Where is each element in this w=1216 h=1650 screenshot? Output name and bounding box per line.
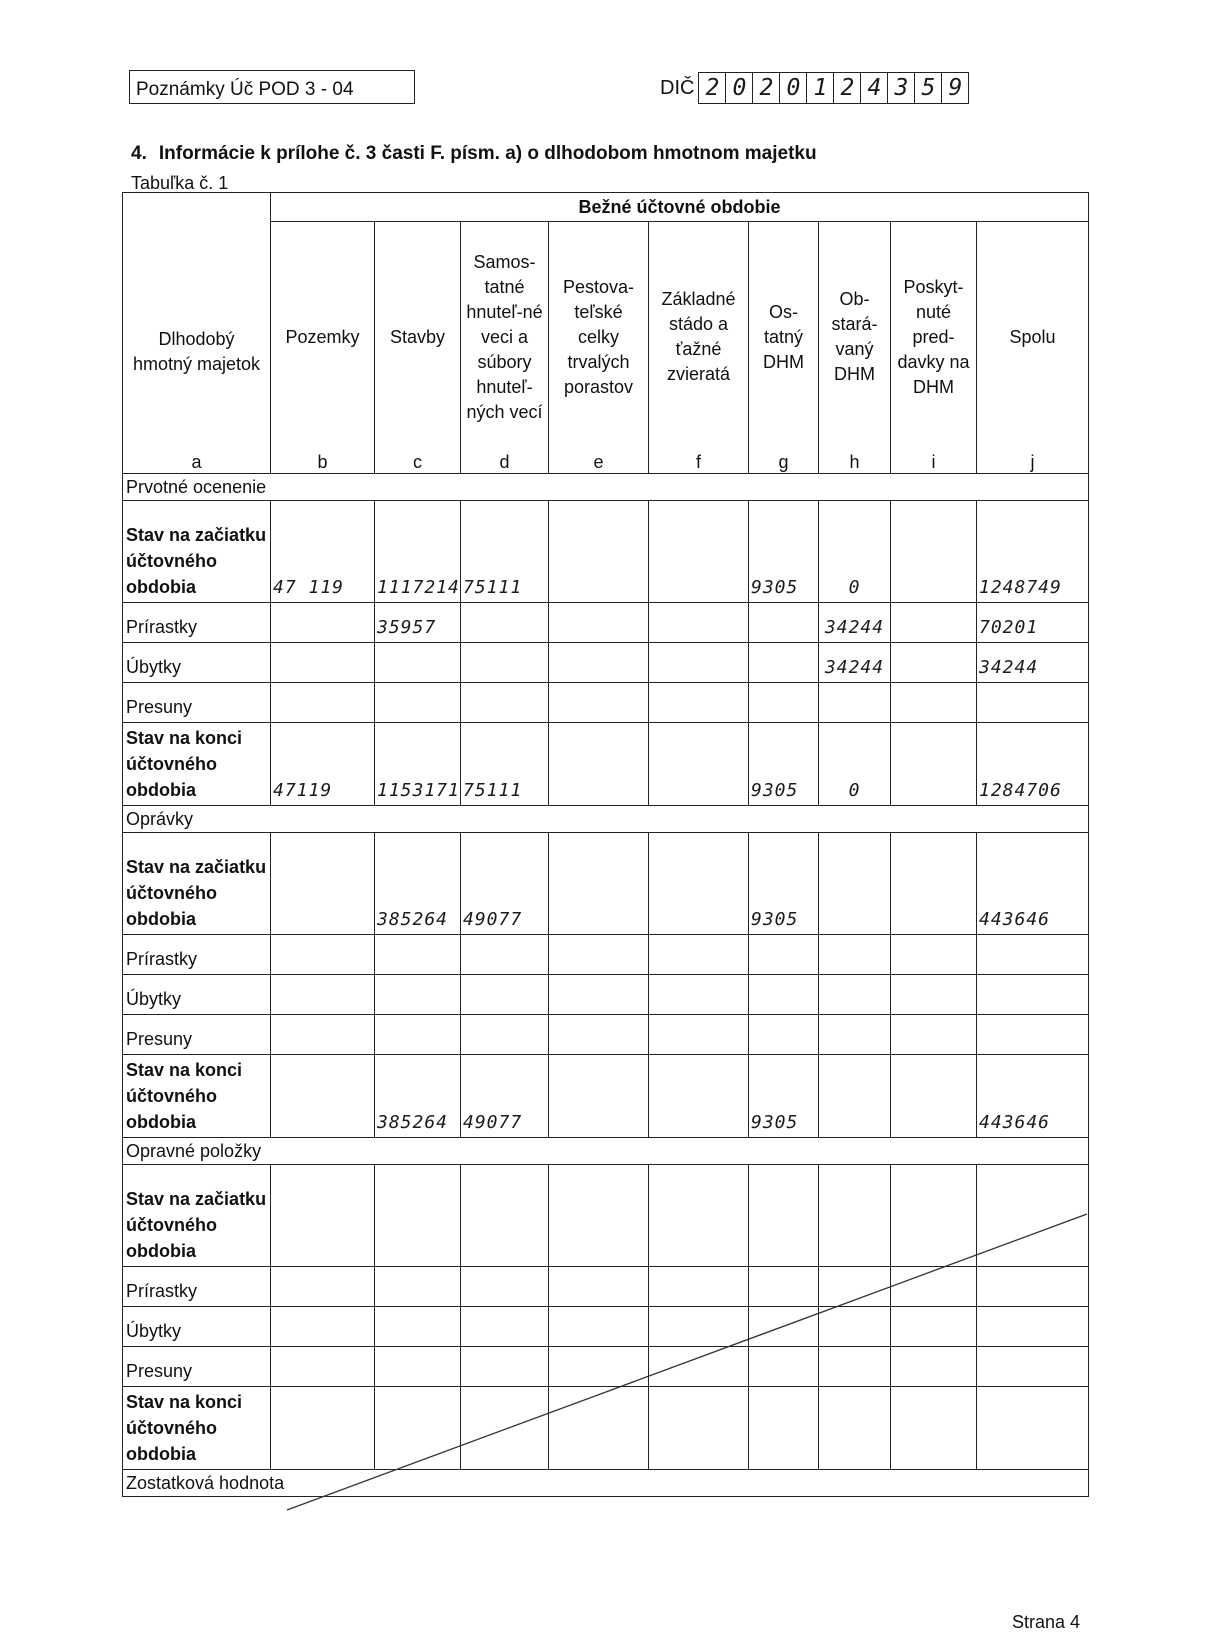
- column-label-e: Pestova-teľské celky trvalých porastov: [562, 276, 635, 397]
- table-row: [123, 501, 1089, 603]
- row-label: Prírastky: [123, 935, 271, 975]
- page-number: Strana 4: [1012, 1612, 1081, 1632]
- value-cell-h: [819, 1347, 891, 1387]
- value-cell-h: [819, 935, 891, 975]
- value-cell-f: [649, 833, 749, 935]
- column-header-b: [271, 222, 375, 474]
- column-header-h: [819, 222, 891, 474]
- value-cell-b: [271, 1347, 375, 1387]
- column-letter-i: i: [931, 452, 936, 472]
- row-label: Stav na konci účtovného obdobia: [123, 723, 271, 806]
- value-cell-i: [891, 833, 977, 935]
- value-cell-c: [375, 975, 461, 1015]
- column-header-d: [461, 222, 549, 474]
- value-cell-b: [271, 603, 375, 643]
- value-cell-e: [549, 935, 649, 975]
- value-cell-b: [271, 1015, 375, 1055]
- value-cell-b: [271, 935, 375, 975]
- row-label: Úbytky: [123, 643, 271, 683]
- value-cell-j: [977, 1015, 1089, 1055]
- dic-digit: 0: [780, 73, 807, 103]
- value-cell-g: [749, 1165, 819, 1267]
- column-label-g: Os-tatný DHM: [763, 301, 804, 372]
- value-cell-c: [375, 643, 461, 683]
- value-cell-g: 9305: [749, 1055, 819, 1138]
- value-cell-j: 34244: [977, 643, 1089, 683]
- column-letter-e: e: [593, 452, 604, 472]
- value-cell-c: 1117214: [375, 501, 461, 603]
- value-cell-g: [749, 603, 819, 643]
- value-cell-j: 443646: [977, 833, 1089, 935]
- table-row: [123, 975, 1089, 1015]
- value-cell-b: 47119: [271, 723, 375, 806]
- value-cell-c: [375, 1307, 461, 1347]
- form-label: Poznámky Úč POD 3 - 04: [136, 79, 354, 100]
- dic-digit: 0: [726, 73, 753, 103]
- row-label: Presuny: [123, 1347, 271, 1387]
- value-cell-h: 0: [819, 723, 891, 806]
- value-cell-e: [549, 1347, 649, 1387]
- residual-value-row: Zostatková hodnota: [123, 1470, 1089, 1497]
- value-cell-h: [819, 1015, 891, 1055]
- column-letter-d: d: [499, 452, 510, 472]
- row-label: Presuny: [123, 1015, 271, 1055]
- row-label: Stav na konci účtovného obdobia: [123, 1055, 271, 1138]
- dic-digit: 1: [807, 73, 834, 103]
- column-letter-g: g: [778, 452, 789, 472]
- column-header-i: [891, 222, 977, 474]
- value-cell-f: [649, 683, 749, 723]
- value-cell-d: [461, 975, 549, 1015]
- value-cell-i: [891, 723, 977, 806]
- row-letter: a: [191, 452, 202, 472]
- value-cell-c: [375, 1015, 461, 1055]
- value-cell-b: [271, 643, 375, 683]
- value-cell-e: [549, 723, 649, 806]
- value-cell-f: [649, 935, 749, 975]
- table-row: [123, 1307, 1089, 1347]
- value-cell-h: [819, 1267, 891, 1307]
- value-cell-g: 9305: [749, 723, 819, 806]
- value-cell-f: [649, 1387, 749, 1470]
- value-cell-f: [649, 1015, 749, 1055]
- value-cell-i: [891, 1347, 977, 1387]
- value-cell-e: [549, 603, 649, 643]
- row-label: Prírastky: [123, 603, 271, 643]
- value-cell-c: 35957: [375, 603, 461, 643]
- column-label-d: Samos-tatné hnuteľ-né veci a súbory hnuteľ-ných vecí: [466, 251, 543, 422]
- value-cell-b: [271, 683, 375, 723]
- value-cell-g: [749, 683, 819, 723]
- table-row: [123, 1267, 1089, 1307]
- value-cell-h: [819, 1165, 891, 1267]
- table-row: [123, 1165, 1089, 1267]
- row-label: Stav na začiatku účtovného obdobia: [123, 833, 271, 935]
- row-label: Úbytky: [123, 975, 271, 1015]
- value-cell-e: [549, 683, 649, 723]
- value-cell-b: [271, 1387, 375, 1470]
- dic-digit: 4: [861, 73, 888, 103]
- value-cell-i: [891, 1267, 977, 1307]
- value-cell-e: [549, 1307, 649, 1347]
- value-cell-f: [649, 1267, 749, 1307]
- value-cell-i: [891, 975, 977, 1015]
- value-cell-i: [891, 603, 977, 643]
- table-row: [123, 935, 1089, 975]
- column-label-f: Základné stádo a ťažné zvieratá: [661, 289, 736, 384]
- column-letter-f: f: [695, 452, 701, 472]
- value-cell-i: [891, 1307, 977, 1347]
- value-cell-f: [649, 1307, 749, 1347]
- value-cell-j: [977, 683, 1089, 723]
- value-cell-i: [891, 501, 977, 603]
- value-cell-f: [649, 1165, 749, 1267]
- value-cell-i: [891, 643, 977, 683]
- value-cell-b: [271, 1307, 375, 1347]
- dic-digit: 9: [948, 75, 963, 101]
- value-cell-d: 49077: [461, 833, 549, 935]
- table-row: [123, 1347, 1089, 1387]
- section-title: Informácie k prílohe č. 3 časti F. písm. a) o dlhodobom hmotnom majetku: [158, 143, 817, 164]
- value-cell-d: [461, 1267, 549, 1307]
- value-cell-c: [375, 1165, 461, 1267]
- section-row-title: Opravné položky: [123, 1138, 1089, 1165]
- value-cell-j: 70201: [977, 603, 1089, 643]
- value-cell-j: [977, 1387, 1089, 1470]
- value-cell-b: [271, 1267, 375, 1307]
- value-cell-g: 9305: [749, 501, 819, 603]
- value-cell-b: 47 119: [271, 501, 375, 603]
- table-row: [123, 1387, 1089, 1470]
- row-header-cell: [123, 193, 271, 474]
- value-cell-h: 0: [819, 501, 891, 603]
- dic-digit: 2: [699, 73, 726, 103]
- value-cell-e: [549, 643, 649, 683]
- form-label-box: [129, 70, 415, 104]
- value-cell-j: [977, 1165, 1089, 1267]
- value-cell-j: [977, 1267, 1089, 1307]
- value-cell-g: [749, 1307, 819, 1347]
- value-cell-e: [549, 1267, 649, 1307]
- column-letter-h: h: [849, 452, 860, 472]
- value-cell-g: 9305: [749, 833, 819, 935]
- column-label-b: Pozemky: [285, 326, 360, 347]
- value-cell-f: [649, 603, 749, 643]
- section-row-title: Prvotné ocenenie: [123, 474, 1089, 501]
- value-cell-d: [461, 935, 549, 975]
- value-cell-j: [977, 1307, 1089, 1347]
- value-cell-f: [649, 1055, 749, 1138]
- value-cell-d: [461, 603, 549, 643]
- value-cell-j: 1284706: [977, 723, 1089, 806]
- value-cell-d: [461, 1165, 549, 1267]
- value-cell-j: [977, 975, 1089, 1015]
- value-cell-c: [375, 1387, 461, 1470]
- value-cell-b: [271, 1165, 375, 1267]
- value-cell-c: [375, 1267, 461, 1307]
- column-label-j: Spolu: [1009, 326, 1056, 347]
- table-row: [123, 683, 1089, 723]
- value-cell-g: [749, 1347, 819, 1387]
- table-row: [123, 603, 1089, 643]
- value-cell-f: [649, 1347, 749, 1387]
- value-cell-e: [549, 501, 649, 603]
- value-cell-h: [819, 975, 891, 1015]
- column-header-j: [977, 222, 1089, 474]
- value-cell-i: [891, 935, 977, 975]
- value-cell-d: [461, 1307, 549, 1347]
- asset-table: [122, 192, 1089, 1497]
- value-cell-d: [461, 643, 549, 683]
- value-cell-h: 34244: [819, 603, 891, 643]
- dic-label: DIČ: [660, 76, 695, 99]
- value-cell-h: [819, 1307, 891, 1347]
- row-label: Stav na začiatku účtovného obdobia: [123, 1165, 271, 1267]
- value-cell-b: [271, 1055, 375, 1138]
- column-label-i: Poskyt-nuté pred-davky na DHM: [897, 276, 970, 397]
- value-cell-c: 1153171: [375, 723, 461, 806]
- dic-digit: 5: [915, 73, 942, 103]
- table-row: [123, 643, 1089, 683]
- row-label: Stav na začiatku účtovného obdobia: [123, 501, 271, 603]
- value-cell-h: [819, 683, 891, 723]
- dic-digit: 2: [834, 73, 861, 103]
- value-cell-d: 49077: [461, 1055, 549, 1138]
- table-row: [123, 833, 1089, 935]
- column-header-f: [649, 222, 749, 474]
- value-cell-e: [549, 1055, 649, 1138]
- value-cell-d: 75111: [461, 723, 549, 806]
- column-letter-c: c: [413, 452, 422, 472]
- dic-field: [660, 70, 969, 106]
- column-header-c: [375, 222, 461, 474]
- column-header-g: [749, 222, 819, 474]
- section-row-title: Oprávky: [123, 806, 1089, 833]
- value-cell-i: [891, 1387, 977, 1470]
- value-cell-j: [977, 1347, 1089, 1387]
- value-cell-e: [549, 833, 649, 935]
- value-cell-f: [649, 975, 749, 1015]
- value-cell-d: [461, 1387, 549, 1470]
- value-cell-h: [819, 1055, 891, 1138]
- table-row: [123, 1055, 1089, 1138]
- dic-digit: 3: [888, 73, 915, 103]
- value-cell-e: [549, 1015, 649, 1055]
- value-cell-c: [375, 1347, 461, 1387]
- column-letter-j: j: [1030, 452, 1035, 472]
- value-cell-c: 385264: [375, 833, 461, 935]
- value-cell-i: [891, 1015, 977, 1055]
- value-cell-d: [461, 683, 549, 723]
- value-cell-j: 1248749: [977, 501, 1089, 603]
- section-heading: [131, 143, 817, 165]
- row-header-label: Dlhodobý hmotný majetok: [132, 329, 261, 374]
- value-cell-g: [749, 643, 819, 683]
- dic-digit: 2: [753, 73, 780, 103]
- column-label-c: Stavby: [389, 326, 446, 347]
- value-cell-f: [649, 643, 749, 683]
- table-row: [123, 1015, 1089, 1055]
- value-cell-i: [891, 1165, 977, 1267]
- value-cell-g: [749, 1015, 819, 1055]
- value-cell-c: [375, 683, 461, 723]
- section-number: 4.: [131, 143, 147, 164]
- row-label: Presuny: [123, 683, 271, 723]
- value-cell-i: [891, 683, 977, 723]
- row-label: Prírastky: [123, 1267, 271, 1307]
- period-header: Bežné účtovné obdobie: [271, 193, 1089, 222]
- value-cell-g: [749, 935, 819, 975]
- value-cell-g: [749, 1267, 819, 1307]
- value-cell-d: [461, 1015, 549, 1055]
- table-row: [123, 723, 1089, 806]
- value-cell-i: [891, 1055, 977, 1138]
- row-label: Úbytky: [123, 1307, 271, 1347]
- value-cell-d: [461, 1347, 549, 1387]
- value-cell-g: [749, 1387, 819, 1470]
- value-cell-f: [649, 501, 749, 603]
- value-cell-h: [819, 1387, 891, 1470]
- value-cell-e: [549, 1387, 649, 1470]
- value-cell-g: [749, 975, 819, 1015]
- value-cell-h: 34244: [819, 643, 891, 683]
- value-cell-h: [819, 833, 891, 935]
- value-cell-f: [649, 723, 749, 806]
- value-cell-e: [549, 975, 649, 1015]
- column-label-h: Ob-stará-vaný DHM: [831, 289, 878, 384]
- row-label: Stav na konci účtovného obdobia: [123, 1387, 271, 1470]
- column-header-e: [549, 222, 649, 474]
- value-cell-e: [549, 1165, 649, 1267]
- value-cell-j: 443646: [977, 1055, 1089, 1138]
- column-letter-b: b: [317, 452, 328, 472]
- value-cell-b: [271, 975, 375, 1015]
- value-cell-d: 75111: [461, 501, 549, 603]
- table-caption: Tabuľka č. 1: [131, 173, 229, 193]
- value-cell-j: [977, 935, 1089, 975]
- dic-digit-boxes: [698, 72, 969, 104]
- value-cell-b: [271, 833, 375, 935]
- value-cell-c: 385264: [375, 1055, 461, 1138]
- value-cell-c: [375, 935, 461, 975]
